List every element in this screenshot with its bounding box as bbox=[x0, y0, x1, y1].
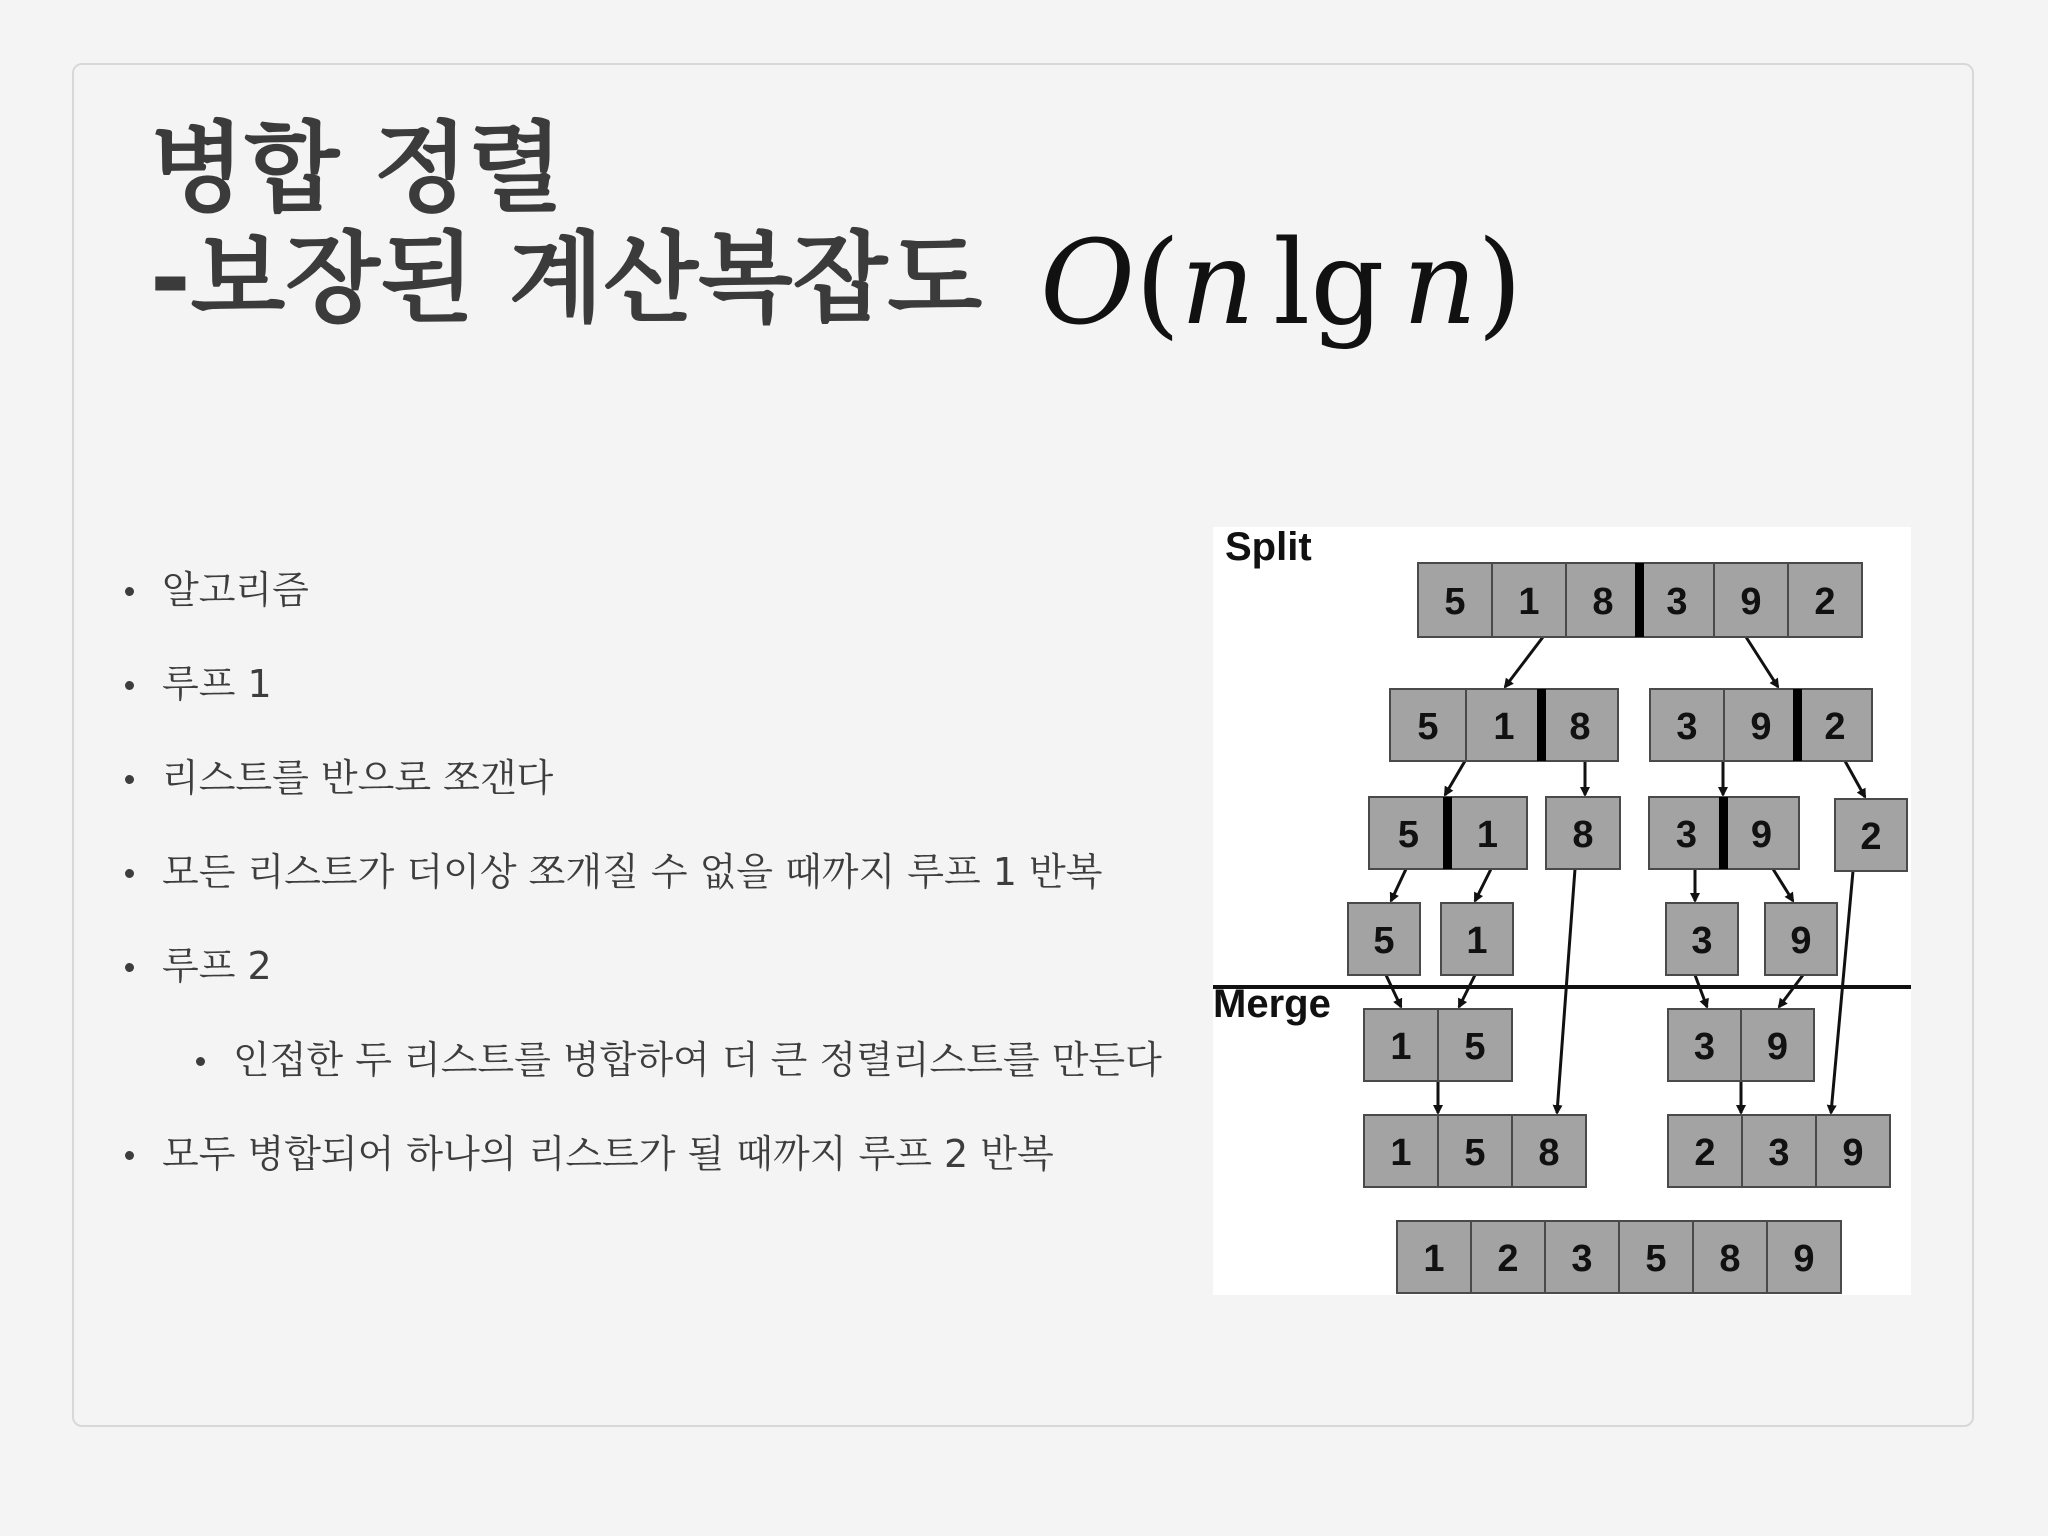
split-divider bbox=[1443, 797, 1452, 869]
diagram-cell-value: 2 bbox=[1860, 816, 1882, 858]
diagram-arrow bbox=[1845, 761, 1865, 797]
title-line-2: -보장된 계산복잡도 bbox=[150, 222, 983, 336]
diagram-cell-value: 9 bbox=[1750, 814, 1773, 856]
diagram-cell-value: 3 bbox=[1676, 706, 1698, 748]
title-line-1: 병합 정렬 bbox=[150, 112, 563, 226]
split-divider bbox=[1635, 563, 1644, 637]
bullet-item: 모두 병합되어 하나의 리스트가 될 때까지 루프 2 반복 bbox=[120, 1124, 1180, 1218]
diagram-cell-value: 1 bbox=[1518, 581, 1540, 623]
diagram-cell-value: 9 bbox=[1793, 1238, 1815, 1280]
diagram-row-split3-d bbox=[1765, 903, 1837, 975]
formula-n2: n bbox=[1402, 216, 1478, 351]
diagram-cell-value: 1 bbox=[1423, 1238, 1445, 1280]
diagram-arrow bbox=[1773, 869, 1793, 901]
diagram-row-merge1-left bbox=[1364, 1009, 1512, 1081]
diagram-cell-value: 3 bbox=[1691, 920, 1713, 962]
diagram-cell-value: 9 bbox=[1750, 706, 1772, 748]
diagram-cell-value: 9 bbox=[1842, 1132, 1864, 1174]
diagram-cell-value: 2 bbox=[1824, 706, 1846, 748]
diagram-cell-value: 5 bbox=[1397, 814, 1420, 856]
diagram-arrow bbox=[1386, 975, 1401, 1007]
formula-open-paren: ( bbox=[1135, 216, 1181, 351]
diagram-cell-value: 9 bbox=[1766, 1026, 1789, 1068]
diagram-cell-value: 5 bbox=[1645, 1238, 1667, 1280]
split-divider bbox=[1719, 797, 1728, 869]
diagram-cell-value: 8 bbox=[1592, 581, 1614, 623]
diagram-cell-value: 3 bbox=[1675, 814, 1698, 856]
diagram-row-split3-c bbox=[1666, 903, 1738, 975]
diagram-cell-value: 5 bbox=[1417, 706, 1439, 748]
diagram-cell-value: 1 bbox=[1390, 1132, 1412, 1174]
merge-sort-diagram-svg bbox=[1213, 527, 1911, 1295]
diagram-cell-value: 1 bbox=[1466, 920, 1488, 962]
bullet-item: 루프 1 bbox=[120, 654, 1180, 748]
diagram-arrow bbox=[1779, 975, 1803, 1007]
bullet-item: 리스트를 반으로 쪼갠다 bbox=[120, 748, 1180, 842]
diagram-cell-value: 5 bbox=[1444, 581, 1466, 623]
split-divider bbox=[1793, 689, 1802, 761]
diagram-row-merge2-left bbox=[1364, 1115, 1586, 1187]
diagram-row-split0 bbox=[1418, 563, 1862, 637]
formula-lg: lg bbox=[1273, 216, 1385, 351]
split-divider bbox=[1537, 689, 1546, 761]
diagram-cell-value: 2 bbox=[1694, 1132, 1716, 1174]
diagram-arrow bbox=[1445, 761, 1465, 795]
bullet-item: 알고리즘 bbox=[120, 560, 1180, 654]
sub-bullet-item: 인접한 두 리스트를 병합하여 더 큰 정렬리스트를 만든다 bbox=[120, 1030, 1180, 1124]
diagram-arrow bbox=[1557, 869, 1575, 1113]
diagram-cell-value: 8 bbox=[1719, 1238, 1741, 1280]
diagram-cell-value: 2 bbox=[1497, 1238, 1519, 1280]
diagram-arrow bbox=[1475, 869, 1491, 901]
diagram-row-split2-c bbox=[1649, 797, 1799, 869]
split-label: Split bbox=[1225, 527, 1312, 569]
diagram-cell-value: 1 bbox=[1493, 706, 1515, 748]
diagram-cell-value: 5 bbox=[1464, 1132, 1486, 1174]
diagram-cell-value: 8 bbox=[1569, 706, 1591, 748]
diagram-cell-value: 3 bbox=[1571, 1238, 1593, 1280]
diagram-row-split1-right bbox=[1650, 689, 1872, 761]
diagram-cell-value: 9 bbox=[1740, 581, 1762, 623]
formula-n1: n bbox=[1180, 216, 1256, 351]
formula-close-paren: ) bbox=[1477, 216, 1523, 351]
diagram-cell-value: 3 bbox=[1666, 581, 1688, 623]
merge-label: Merge bbox=[1213, 982, 1331, 1026]
cells-layer bbox=[1348, 563, 1907, 1293]
diagram-cell-value: 8 bbox=[1538, 1132, 1560, 1174]
bullet-item: 모든 리스트가 더이상 쪼개질 수 없을 때까지 루프 1 반복 bbox=[120, 842, 1180, 936]
diagram-cell-value: 1 bbox=[1390, 1026, 1412, 1068]
diagram-arrow bbox=[1695, 975, 1707, 1007]
diagram-arrow bbox=[1746, 637, 1778, 687]
diagram-row-split3-a bbox=[1348, 903, 1420, 975]
diagram-row-split1-left bbox=[1390, 689, 1618, 761]
diagram-cell-value: 3 bbox=[1768, 1132, 1790, 1174]
diagram-row-split3-b bbox=[1441, 903, 1513, 975]
merge-sort-diagram bbox=[1213, 527, 1911, 1295]
bullet-list bbox=[120, 560, 1180, 1218]
diagram-cell-value: 9 bbox=[1790, 920, 1812, 962]
slide-title bbox=[150, 114, 982, 334]
diagram-arrow bbox=[1505, 637, 1543, 687]
diagram-row-final bbox=[1397, 1221, 1841, 1293]
diagram-cell-value: 5 bbox=[1373, 920, 1395, 962]
complexity-formula bbox=[1040, 214, 1522, 354]
diagram-row-split2-b bbox=[1546, 797, 1620, 869]
diagram-row-split2-a bbox=[1369, 797, 1527, 869]
diagram-arrow bbox=[1459, 975, 1475, 1007]
diagram-row-merge1-right bbox=[1668, 1009, 1814, 1081]
diagram-row-merge2-right bbox=[1668, 1115, 1890, 1187]
formula-o: O bbox=[1040, 216, 1136, 351]
diagram-cell-value: 2 bbox=[1814, 581, 1836, 623]
diagram-row-split2-d bbox=[1835, 799, 1907, 871]
diagram-cell-value: 8 bbox=[1572, 814, 1594, 856]
diagram-cell-value: 5 bbox=[1464, 1026, 1486, 1068]
diagram-arrow bbox=[1391, 869, 1406, 901]
diagram-cell-value: 3 bbox=[1693, 1026, 1716, 1068]
bullet-item: 루프 2 bbox=[120, 936, 1180, 1030]
diagram-cell-value: 1 bbox=[1476, 814, 1499, 856]
